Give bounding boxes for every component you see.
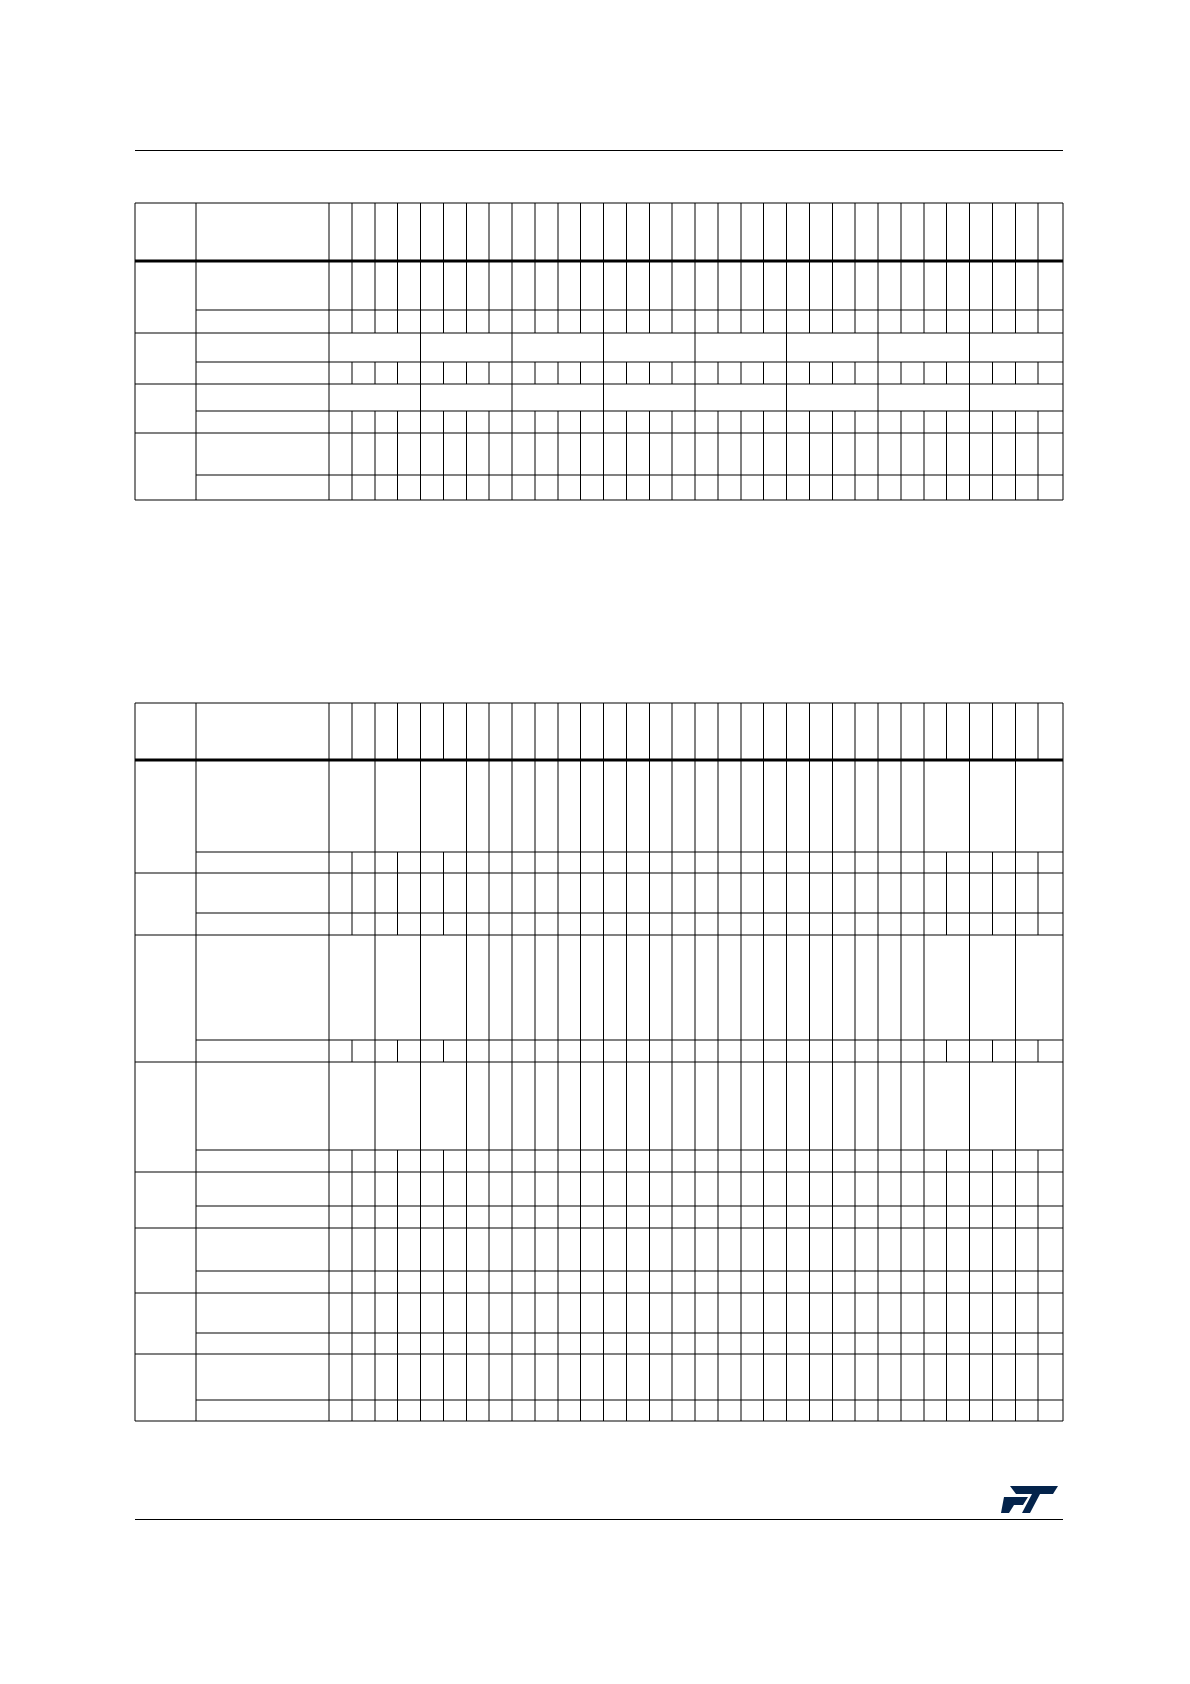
footer-rule	[135, 1519, 1063, 1520]
st-logo	[1000, 1483, 1060, 1515]
